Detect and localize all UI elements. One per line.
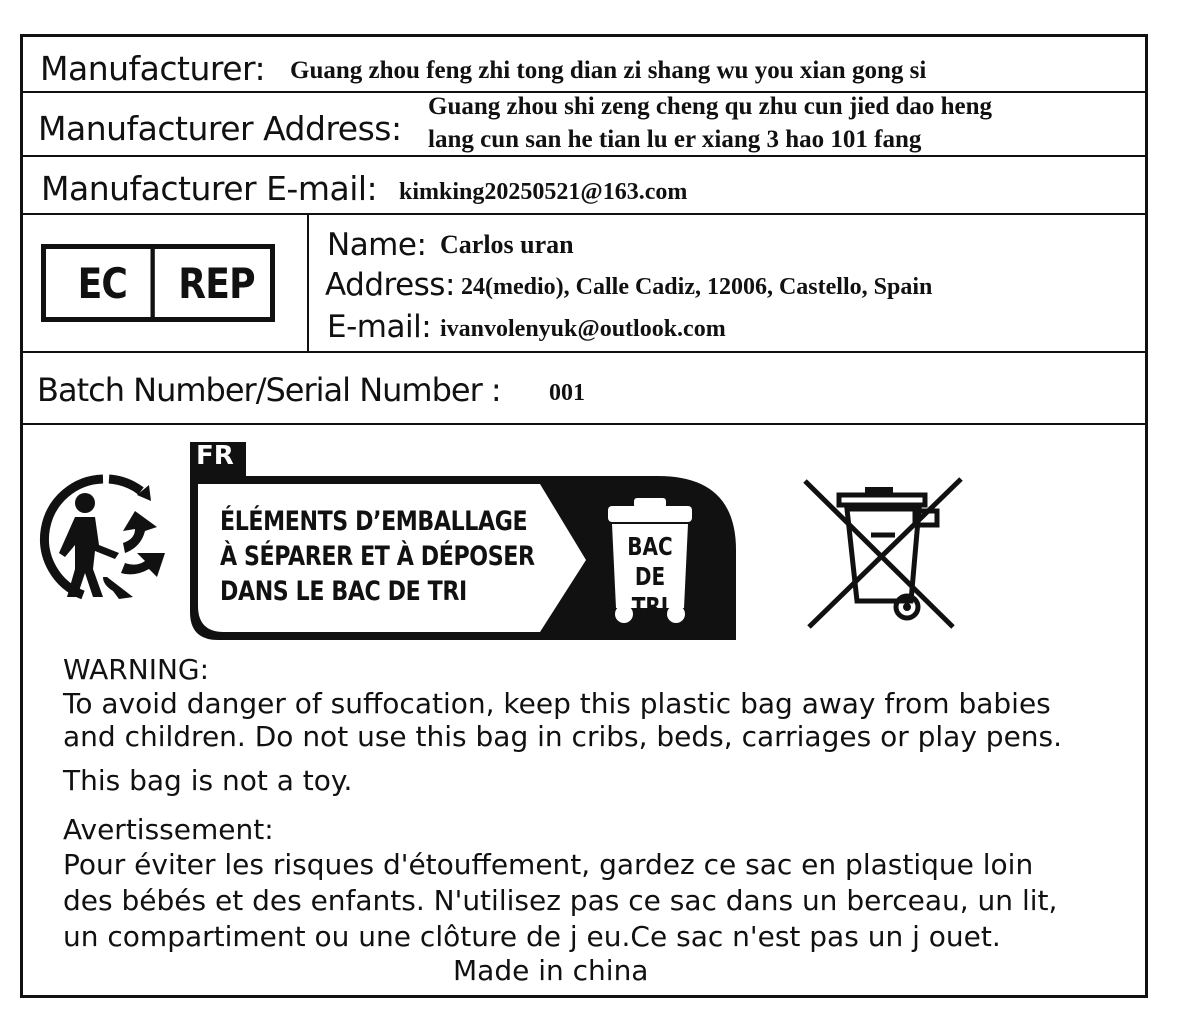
- divider: [23, 351, 1145, 353]
- sorting-bin-label-2: DE: [634, 562, 666, 591]
- ec-rep-badge: [41, 244, 275, 322]
- warning-line3: This bag is not a toy.: [63, 764, 353, 797]
- avertissement-line2: des bébés et des enfants. N'utilisez pas ce sac dans un berceau, un lit,: [63, 884, 1058, 917]
- ec-rep-name-label: Name:: [327, 227, 427, 263]
- divider: [23, 155, 1145, 157]
- batch-number-label: Batch Number/Serial Number :: [37, 371, 501, 409]
- avertissement-line3: un compartiment ou une clôture de j eu.Ce sac n'est pas un j ouet.: [63, 920, 1001, 953]
- divider: [23, 423, 1145, 425]
- triman-line2: À SÉPARER ET À DÉPOSER: [220, 541, 535, 572]
- manufacturer-email: kimking20250521@163.com: [399, 179, 688, 205]
- ec-rep-address: 24(medio), Calle Cadiz, 12006, Castello, Spain: [461, 274, 933, 300]
- sorting-bin-label-3: TRI: [631, 592, 669, 621]
- manufacturer-address-label: Manufacturer Address:: [38, 109, 402, 148]
- triman-line3: DANS LE BAC DE TRI: [220, 576, 467, 607]
- manufacturer-address-line2: lang cun san he tian lu er xiang 3 hao 101 fang: [428, 126, 922, 153]
- ec-rep-badge-left: EC: [54, 249, 155, 317]
- ec-rep-email-label: E-mail:: [327, 309, 432, 345]
- divider: [23, 213, 1145, 215]
- ec-rep-name: Carlos uran: [440, 230, 574, 259]
- ec-rep-address-label: Address:: [325, 267, 455, 303]
- batch-number-value: 001: [549, 380, 585, 406]
- ec-rep-email: ivanvolenyuk@outlook.com: [440, 316, 726, 342]
- warning-line1: To avoid danger of suffocation, keep this plastic bag away from babies: [63, 687, 1051, 720]
- avertissement-line1: Pour éviter les risques d'étouffement, gardez ce sac en plastique loin: [63, 848, 1034, 881]
- product-label: [20, 34, 1148, 998]
- made-in-label: Made in china: [453, 954, 649, 987]
- manufacturer-name: Guang zhou feng zhi tong dian zi shang wu you xian gong si: [290, 57, 927, 84]
- crossed-out-wheelie-bin-icon: [803, 477, 965, 629]
- triman-line1: ÉLÉMENTS D’EMBALLAGE: [220, 506, 528, 537]
- sorting-bin-label-1: BAC: [627, 532, 673, 561]
- triman-recycling-person-icon: [37, 473, 171, 605]
- avertissement-title: Avertissement:: [63, 813, 274, 846]
- warning-line2: and children. Do not use this bag in cribs, beds, carriages or play pens.: [63, 720, 1063, 753]
- triman-banner: [188, 440, 738, 642]
- divider-vertical: [307, 214, 309, 351]
- manufacturer-label: Manufacturer:: [40, 49, 266, 88]
- triman-country: FR: [196, 441, 234, 471]
- manufacturer-email-label: Manufacturer E-mail:: [41, 169, 378, 208]
- ec-rep-badge-right: REP: [178, 258, 255, 308]
- manufacturer-address-line1: Guang zhou shi zeng cheng qu zhu cun jied dao heng: [428, 93, 993, 120]
- warning-title: WARNING:: [63, 653, 210, 686]
